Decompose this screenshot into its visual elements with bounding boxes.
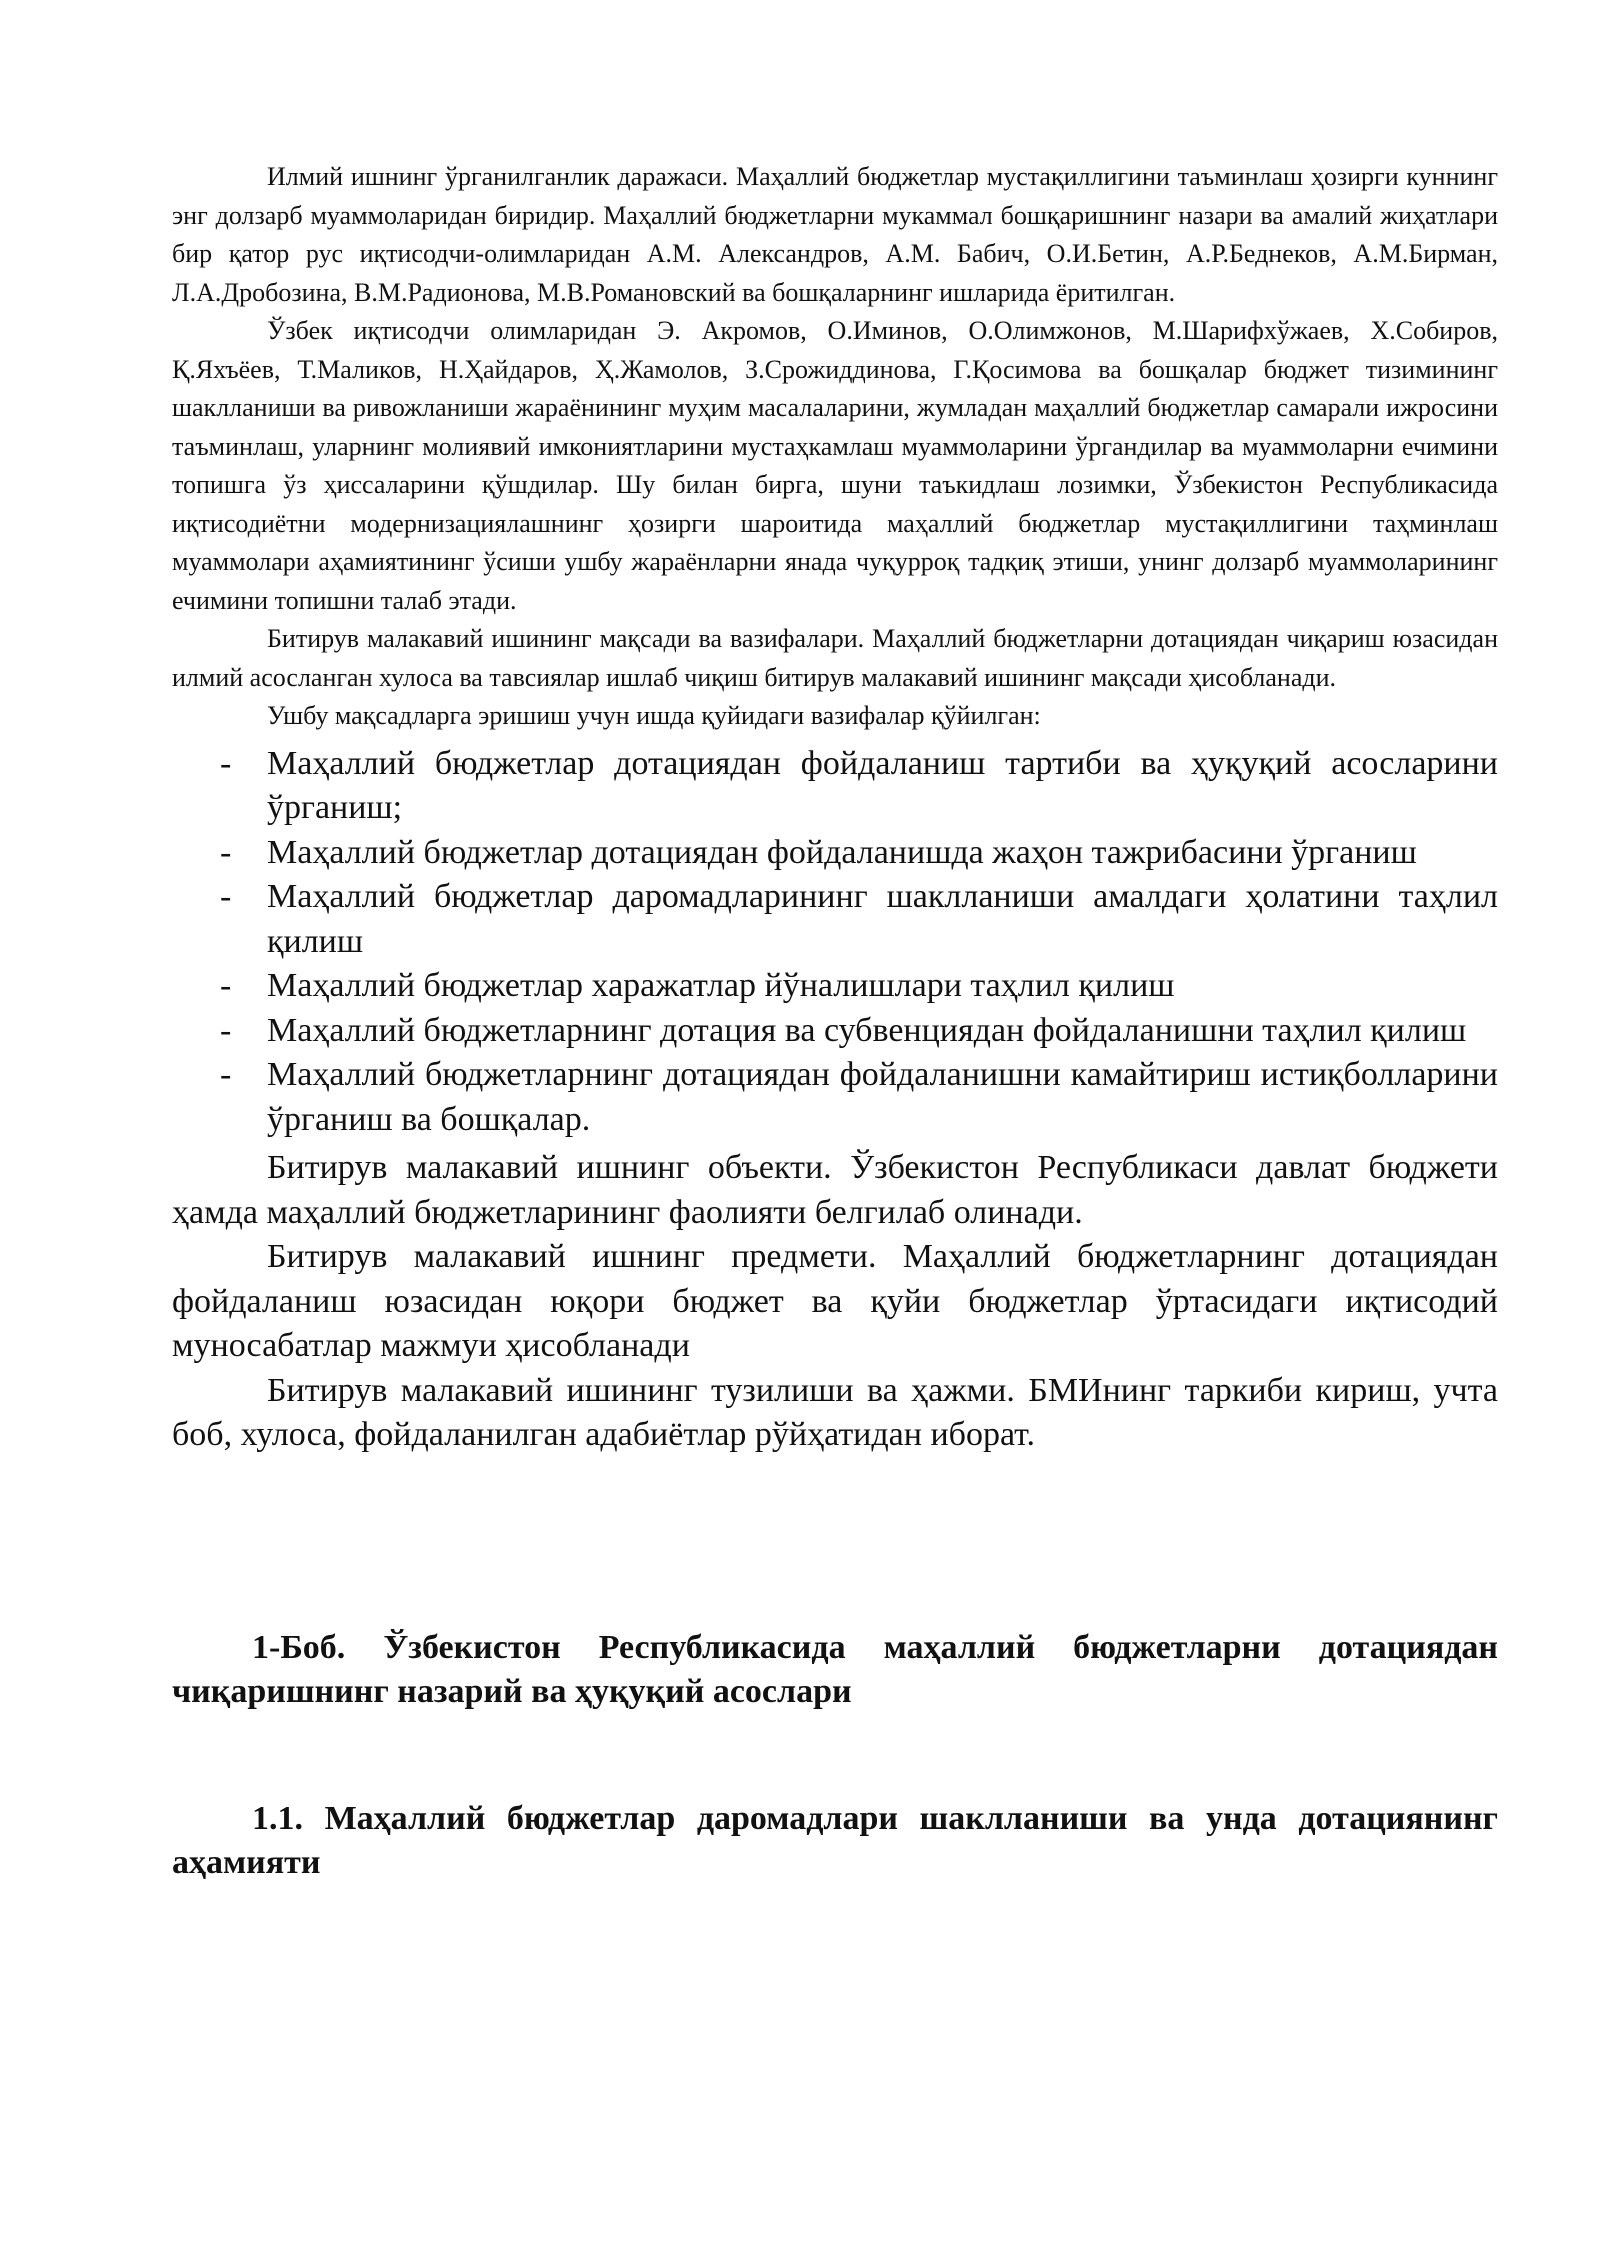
list-item-text: Маҳаллий бюджетлар дотациядан фойдаланишда жаҳон тажрибасини ўрганиш	[267, 833, 1417, 871]
list-item-text: Маҳаллий бюджетларнинг дотация ва субвенциядан фойдаланишни таҳлил қилиш	[267, 1011, 1467, 1049]
list-marker: -	[220, 833, 232, 871]
list-item-text: Маҳаллий бюджетларнинг дотациядан фойдаланишни камайтириш истиқболларини ўрганиш ва бошқалар.	[267, 1056, 1498, 1138]
paragraph-research-degree: Илмий ишнинг ўрганилганлик даражаси. Маҳаллий бюджетлар мустақиллигини таъминлаш ҳозирги куннинг энг долзарб муаммоларидан биридир. Маҳаллий бюджетларни мукаммал бошқаришнинг назари ва амалий жиҳатлари бир қатор рус иқтисодчи-олимларидан А.М. Александров, А.М. Бабич, О.И.Бетин, А.Р.Беднеков, А.М.Бирман, Л.А.Дробозина, В.М.Радионова, М.В.Романовский ва бошқаларнинг ишларида ёритилган.	[172, 162, 1498, 307]
list-item-text: Маҳаллий бюджетлар дотациядан фойдаланиш тартиби ва ҳуқуқий асосларини ўрганиш;	[267, 744, 1498, 826]
paragraph-goal: Битирув малакавий ишининг мақсади ва вазифалари. Маҳаллий бюджетларни дотациядан чиқариш юзасидан илмий асосланган хулоса ва тавсиялар ишлаб чиқиш битирув малакавий ишининг мақсади ҳисобланади.	[172, 624, 1498, 692]
list-item	[172, 742, 1498, 831]
list-item	[172, 964, 1498, 1009]
list-item	[172, 831, 1498, 876]
page-content	[172, 158, 1498, 1886]
list-item	[172, 1053, 1498, 1142]
chapter-heading: 1-Боб. Ўзбекистон Республикасида маҳаллий бюджетларни дотациядан чиқаришнинг назарий ва ҳуқуқий асослари	[172, 1628, 1498, 1710]
paragraph-uzbek-scholars: Ўзбек иқтисодчи олимларидан Э. Акромов, О.Иминов, О.Олимжонов, М.Шарифхўжаев, Х.Собиров, Қ.Яхъёев, Т.Маликов, Н.Ҳайдаров, Ҳ.Жамолов, З.Срожиддинова, Г.Қосимова ва бошқалар бюджет тизимининг шаклланиши ва ривожланиши жараёнининг муҳим масалаларини, жумладан маҳаллий бюджетлар самарали ижросини таъминлаш, уларнинг молиявий имкониятларини мустаҳкамлаш муаммоларини ўргандилар ва муаммоларни ечимини топишга ўз ҳиссаларини қўшдилар. Шу билан бирга, шуни таъкидлаш лозимки, Ўзбекистон Республикасида иқтисодиётни модернизациялашнинг ҳозирги шароитида маҳаллий бюджетлар мустақиллигини таҳминлаш муаммолари аҳамиятининг ўсиши ушбу жараёнларни янада чуқурроқ тадқиқ этиши, унинг долзарб муаммоларининг ечимини топишни талаб этади.	[172, 316, 1498, 615]
list-item	[172, 1009, 1498, 1054]
object-subject-block	[172, 1146, 1498, 1458]
intro-block	[172, 158, 1498, 736]
paragraph-structure: Битирув малакавий ишининг тузилиши ва ҳажми. БМИнинг таркиби кириш, учта боб, хулоса, фойдаланилган адабиётлар рўйҳатидан иборат.	[172, 1371, 1498, 1453]
list-marker: -	[220, 1011, 232, 1049]
section-heading: 1.1. Маҳаллий бюджетлар даромадлари шаклланиши ва унда дотациянинг аҳамияти	[172, 1799, 1498, 1881]
paragraph-object: Битирув малакавий ишнинг объекти. Ўзбекистон Республикаси давлат бюджети ҳамда маҳаллий бюджетларининг фаолияти белгилаб олинади.	[172, 1149, 1498, 1231]
list-marker: -	[220, 967, 232, 1004]
list-item	[172, 875, 1498, 964]
list-marker: -	[220, 744, 232, 782]
paragraph-subject: Битирув малакавий ишнинг предмети. Маҳаллий бюджетларнинг дотациядан фойдаланиш юзасидан юқори бюджет ва қуйи бюджетлар ўртасидаги иқтисодий муносабатлар мажмуи ҳисобланади	[172, 1238, 1498, 1364]
task-list	[172, 742, 1498, 1143]
list-marker: -	[220, 878, 232, 915]
list-item-text: Маҳаллий бюджетлар даромадларининг шаклланиши амалдаги ҳолатини таҳлил қилиш	[267, 878, 1498, 960]
list-item-text: Маҳаллий бюджетлар харажатлар йўналишлари таҳлил қилиш	[267, 967, 1175, 1004]
list-marker: -	[220, 1056, 232, 1093]
paragraph-tasks-intro: Ушбу мақсадларга эришиш учун ишда қуйидаги вазифалар қўйилган:	[267, 701, 1041, 730]
